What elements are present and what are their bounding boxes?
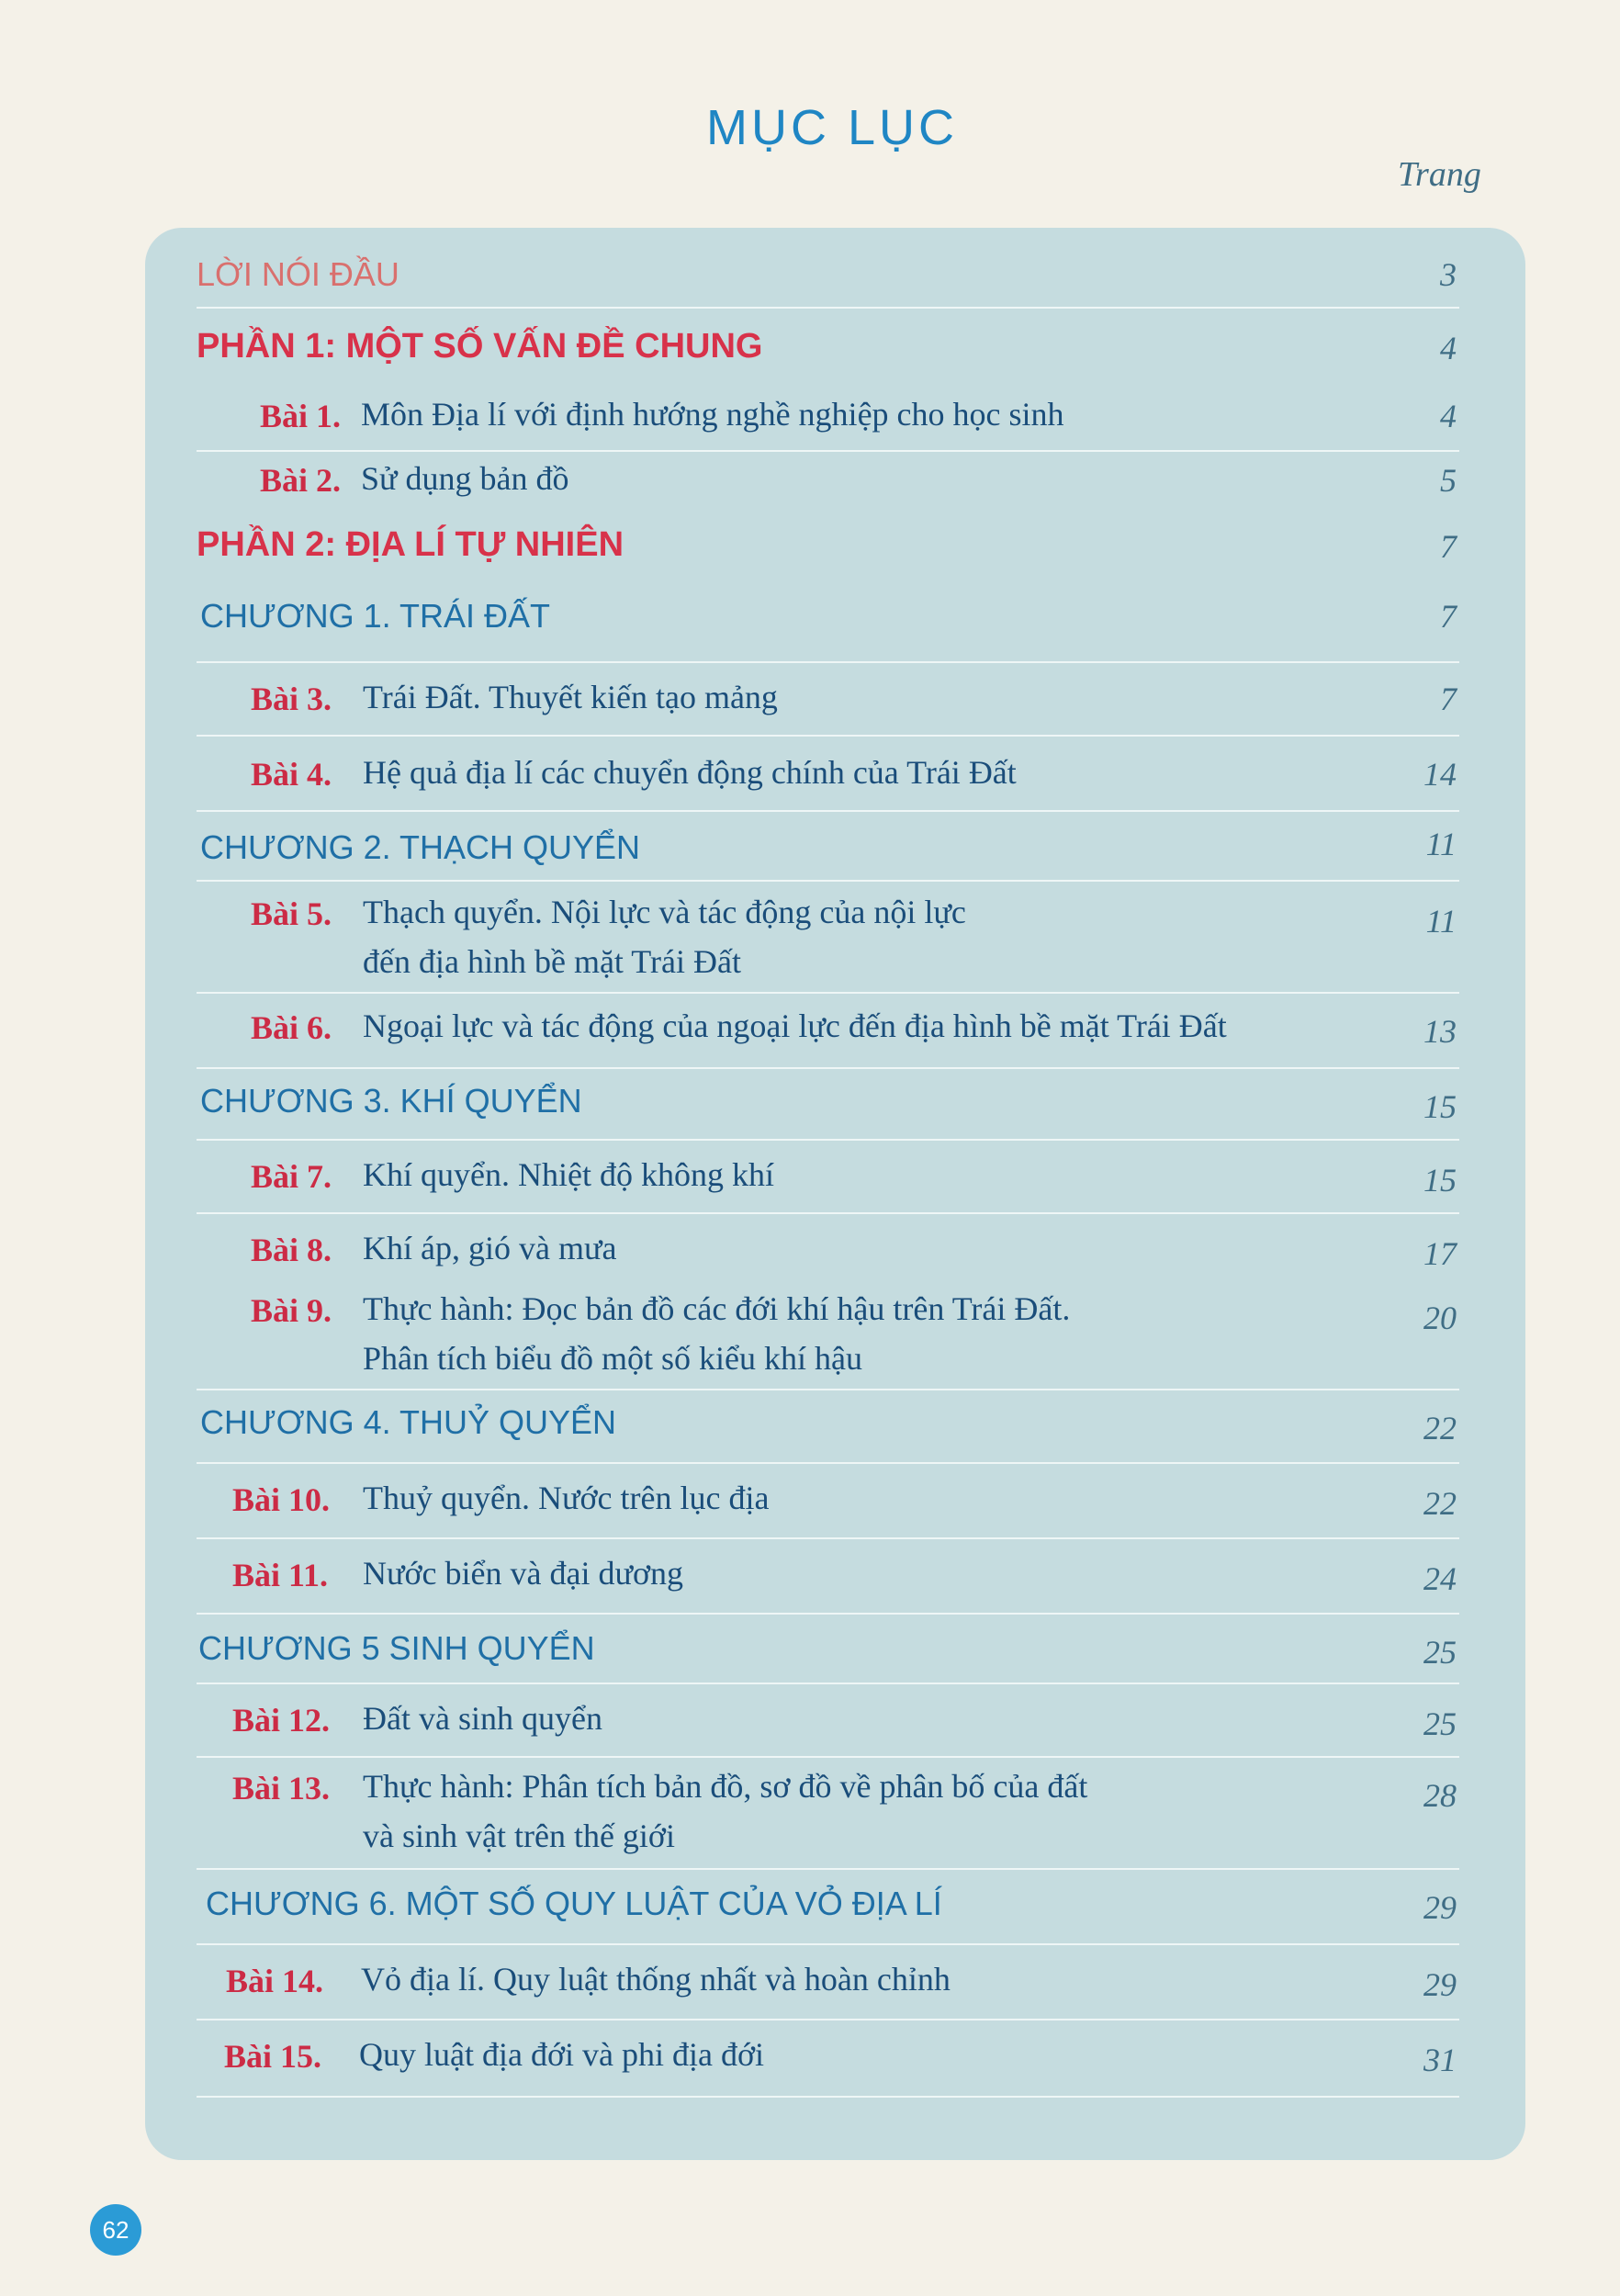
entry-title: Ngoại lực và tác động của ngoại lực đến địa hình bề mặt Trái Đất	[363, 1007, 1227, 1044]
lesson-label: Bài 4.	[251, 756, 332, 793]
toc-panel	[145, 228, 1525, 2160]
entry-page: 4	[1440, 398, 1457, 434]
entry-title: CHƯƠNG 3. KHÍ QUYỂN	[200, 1082, 582, 1120]
entry-page: 11	[1425, 826, 1457, 862]
lesson-label: Bài 13.	[232, 1770, 331, 1806]
divider	[197, 307, 1459, 309]
toc-entry-lesson-10[interactable]	[145, 1471, 1525, 1530]
entry-title: Thực hành: Đọc bản đồ các đới khí hậu trên Trái Đất.	[363, 1290, 1071, 1327]
entry-title: PHẦN 1: MỘT SỐ VẤN ĐỀ CHUNG	[197, 327, 763, 366]
lesson-label: Bài 3.	[251, 681, 332, 717]
entry-page: 25	[1423, 1705, 1457, 1742]
lesson-label: Bài 10.	[232, 1481, 331, 1518]
entry-title-continuation: Phân tích biểu đồ một số kiểu khí hậu	[363, 1340, 862, 1377]
lesson-label: Bài 1.	[260, 398, 342, 434]
entry-page: 7	[1440, 528, 1457, 565]
lesson-label: Bài 9.	[251, 1292, 332, 1329]
page-number-badge: 62	[90, 2204, 141, 2256]
toc-entry-lesson-6[interactable]	[145, 999, 1525, 1058]
entry-title: CHƯƠNG 6. MỘT SỐ QUY LUẬT CỦA VỎ ĐỊA LÍ	[206, 1885, 942, 1922]
divider	[197, 1613, 1459, 1615]
divider	[197, 1462, 1459, 1464]
toc-entry-lesson-8[interactable]	[145, 1221, 1525, 1280]
entry-page: 7	[1440, 681, 1457, 717]
entry-title: Vỏ địa lí. Quy luật thống nhất và hoàn chỉnh	[361, 1961, 951, 1998]
divider	[197, 450, 1459, 452]
entry-title: CHƯƠNG 1. TRÁI ĐẤT	[200, 597, 550, 635]
divider	[197, 661, 1459, 663]
page-title: MỤC LỤC	[705, 100, 958, 155]
page-column-label: Trang	[1398, 155, 1481, 194]
entry-page: 13	[1423, 1013, 1457, 1050]
lesson-label: Bài 15.	[224, 2038, 322, 2075]
entry-title: PHẦN 2: ĐỊA LÍ TỰ NHIÊN	[197, 525, 624, 564]
lesson-label: Bài 14.	[226, 1963, 324, 1999]
divider	[197, 2019, 1459, 2020]
entry-page: 22	[1423, 1410, 1457, 1446]
toc-entry-lesson-1[interactable]	[145, 393, 1525, 445]
divider	[197, 2096, 1459, 2098]
divider	[197, 1389, 1459, 1390]
toc-entry-lesson-14[interactable]	[145, 1953, 1525, 2011]
entry-page: 4	[1440, 330, 1457, 366]
toc-entry-lesson-5[interactable]	[145, 885, 1525, 986]
entry-title: Hệ quả địa lí các chuyển động chính của Trái Đất	[363, 754, 1017, 791]
entry-page: 28	[1423, 1777, 1457, 1814]
lesson-label: Bài 5.	[251, 895, 332, 932]
toc-entry-lesson-13[interactable]	[145, 1760, 1525, 1861]
toc-entry-lesson-7[interactable]	[145, 1148, 1525, 1207]
entry-page: 11	[1425, 903, 1457, 940]
toc-entry-lesson-2[interactable]	[145, 457, 1525, 509]
entry-page: 20	[1423, 1300, 1457, 1336]
entry-page: 3	[1440, 256, 1457, 293]
entry-page: 14	[1423, 756, 1457, 793]
entry-page: 15	[1423, 1162, 1457, 1199]
divider	[197, 1537, 1459, 1539]
toc-entry-part-1[interactable]	[145, 318, 1525, 384]
entry-page: 31	[1423, 2042, 1457, 2078]
entry-page: 7	[1440, 598, 1457, 635]
toc-entry-part-2[interactable]	[145, 520, 1525, 579]
entry-page: 29	[1423, 1889, 1457, 1926]
toc-entry-chapter-6[interactable]	[145, 1875, 1525, 1934]
entry-title: Thực hành: Phân tích bản đồ, sơ đồ về phân bố của đất	[363, 1768, 1088, 1805]
entry-title: Thuỷ quyển. Nước trên lục địa	[363, 1480, 770, 1516]
toc-entry-lesson-11[interactable]	[145, 1547, 1525, 1605]
divider	[197, 735, 1459, 737]
toc-entry-lesson-9[interactable]	[145, 1284, 1525, 1385]
entry-page: 15	[1423, 1088, 1457, 1125]
entry-title: Môn Địa lí với định hướng nghề nghiệp cho học sinh	[361, 396, 1064, 433]
lesson-label: Bài 2.	[260, 462, 342, 499]
divider	[197, 810, 1459, 812]
entry-title: Khí áp, gió và mưa	[363, 1230, 617, 1266]
divider	[197, 1139, 1459, 1141]
toc-entry-intro[interactable]	[145, 246, 1525, 303]
entry-title: Khí quyển. Nhiệt độ không khí	[363, 1156, 774, 1193]
lesson-label: Bài 8.	[251, 1232, 332, 1268]
lesson-label: Bài 6.	[251, 1009, 332, 1046]
entry-title: Quy luật địa đới và phi địa đới	[359, 2036, 764, 2073]
toc-entry-chapter-2[interactable]	[145, 817, 1525, 876]
entry-page: 5	[1440, 462, 1457, 499]
entry-title-continuation: và sinh vật trên thế giới	[363, 1818, 675, 1854]
entry-title: Thạch quyển. Nội lực và tác động của nội lực	[363, 894, 966, 930]
entry-title: Đất và sinh quyển	[363, 1700, 602, 1737]
entry-page: 22	[1423, 1485, 1457, 1522]
entry-page: 29	[1423, 1966, 1457, 2003]
entry-page: 24	[1423, 1560, 1457, 1597]
divider	[197, 992, 1459, 994]
entry-page: 25	[1423, 1634, 1457, 1671]
toc-entry-lesson-4[interactable]	[145, 744, 1525, 803]
entry-title: Nước biển và đại dương	[363, 1555, 684, 1592]
toc-entry-chapter-3[interactable]	[145, 1075, 1525, 1133]
toc-entry-lesson-15[interactable]	[145, 2028, 1525, 2087]
divider	[197, 1943, 1459, 1945]
lesson-label: Bài 7.	[251, 1158, 332, 1195]
entry-page: 17	[1423, 1235, 1457, 1272]
toc-entry-lesson-12[interactable]	[145, 1692, 1525, 1750]
toc-entry-lesson-3[interactable]	[145, 669, 1525, 727]
divider	[197, 1212, 1459, 1214]
entry-title-continuation: đến địa hình bề mặt Trái Đất	[363, 943, 741, 980]
entry-title: CHƯƠNG 4. THUỶ QUYỂN	[200, 1403, 617, 1441]
toc-entry-chapter-1[interactable]	[145, 590, 1525, 648]
divider	[197, 1683, 1459, 1684]
entry-title: CHƯƠNG 5 SINH QUYỂN	[198, 1629, 595, 1667]
toc-entry-chapter-4[interactable]	[145, 1396, 1525, 1455]
divider	[197, 1067, 1459, 1069]
entry-title: Trái Đất. Thuyết kiến tạo mảng	[363, 679, 778, 715]
entry-title: LỜI NÓI ĐẦU	[197, 255, 399, 293]
lesson-label: Bài 11.	[232, 1557, 329, 1593]
divider	[197, 1756, 1459, 1758]
entry-title: Sử dụng bản đồ	[361, 460, 569, 497]
lesson-label: Bài 12.	[232, 1702, 331, 1739]
divider	[197, 880, 1459, 882]
toc-entry-chapter-5[interactable]	[145, 1620, 1525, 1679]
entry-title: CHƯƠNG 2. THẠCH QUYỂN	[200, 828, 641, 866]
divider	[197, 1868, 1459, 1870]
